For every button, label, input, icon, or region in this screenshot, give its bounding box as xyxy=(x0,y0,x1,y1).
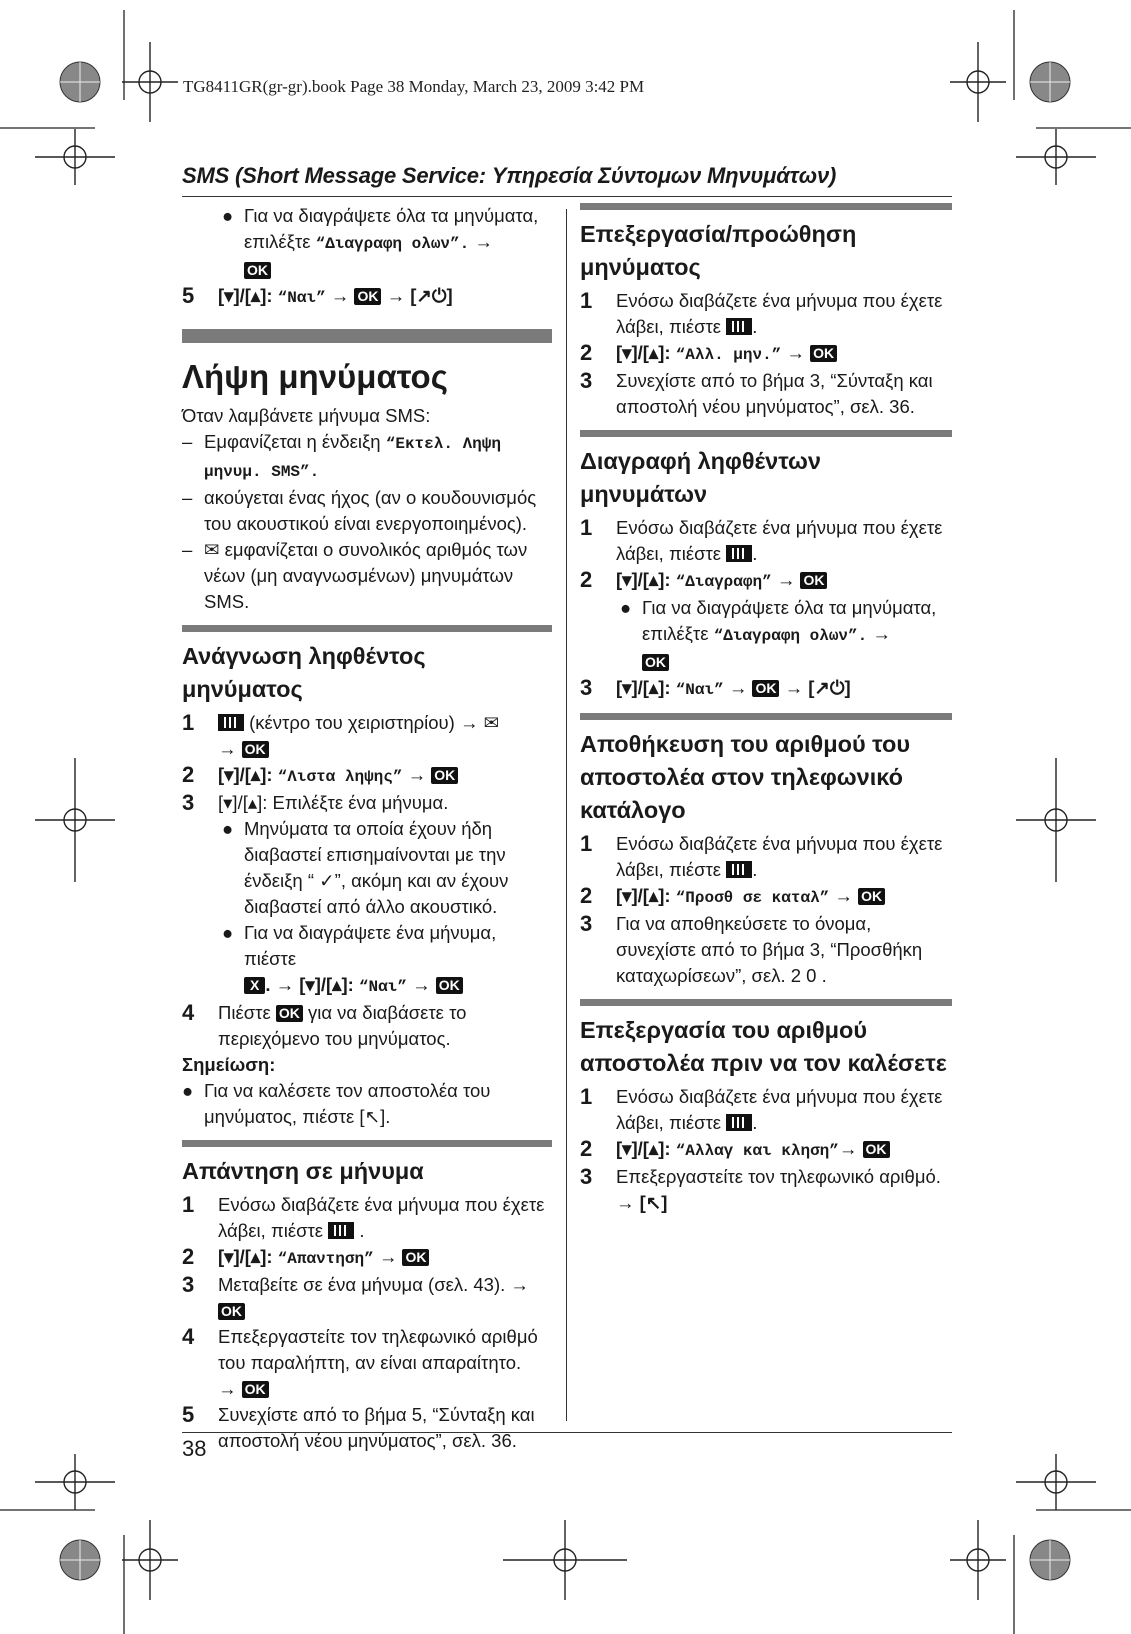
heading-delete: Διαγραφή ληφθέντων μηνυμάτων xyxy=(580,448,821,507)
bullet-item: ● Για να διαγράψετε όλα τα μηνύματα, επιλέξτε “Διαγραφη ολων”. → OK xyxy=(620,597,937,670)
bullet-item: ● Για να διαγράψετε ένα μήνυμα, πιέστε X . → [▾]/[▴]: “Ναι” → OK xyxy=(222,922,497,996)
bullet-item: ● Για να καλέσετε τον αποστολέα του μηνύματος, πιέστε [↖]. xyxy=(182,1080,491,1127)
step-item: 3 Μεταβείτε σε ένα μήνυμα (σελ. 43). → OK xyxy=(182,1272,529,1319)
section-bar xyxy=(182,329,552,343)
dash-item: – Εμφανίζεται η ένδειξη “Εκτελ. Ληψη μηνυμ. SMS”. xyxy=(182,431,501,481)
ok-key-icon: OK xyxy=(402,1249,429,1266)
receive-intro: Όταν λαμβάνετε μήνυμα SMS: xyxy=(182,405,431,426)
dash-item: – ακούγεται ένας ήχος (αν ο κουδουνισμός του ακουστικού είναι ενεργοποιημένος). xyxy=(182,487,537,534)
heading-reply: Απάντηση σε μήνυμα xyxy=(182,1158,424,1184)
ok-key-icon: OK xyxy=(436,977,463,994)
column-divider xyxy=(566,209,567,1421)
ok-key-icon: OK xyxy=(276,1005,303,1022)
title-rule xyxy=(182,196,952,197)
ok-key-icon: OK xyxy=(218,1303,245,1320)
heading-read: Ανάγνωση ληφθέντος μηνύματος xyxy=(182,643,426,702)
menu-key-icon xyxy=(218,714,244,731)
delete-key-icon: X xyxy=(244,977,265,994)
step-item: 5 [▾]/[▴]: “Ναι” → OK → [↗⏻] xyxy=(182,283,453,308)
section-bar xyxy=(580,203,952,210)
section-title: SMS (Short Message Service: Υπηρεσία Σύντομων Μηνυμάτων) xyxy=(182,163,837,188)
heading-edit-call: Επεξεργασία του αριθμού αποστολέα πριν να τον καλέσετε xyxy=(580,1017,947,1076)
step-item: 3 [▾]/[▴]: “Ναι” → OK → [↗⏻] xyxy=(580,675,851,700)
step-item: 2 [▾]/[▴]: “Αλλ. μην.” → OK xyxy=(580,340,952,368)
section-bar xyxy=(580,430,952,437)
menu-key-icon xyxy=(726,318,752,335)
ok-key-icon: OK xyxy=(752,680,779,697)
step-item: 2 [▾]/[▴]: “Προσθ σε καταλ” → OK xyxy=(580,883,952,911)
bullet-item: ● Μηνύματα τα οποία έχουν ήδη διαβαστεί επισημαίνονται με την ένδειξη “ ✓”, ακόμη και αν έχουν διαβαστεί από άλλο ακουστικό. xyxy=(222,818,509,917)
step-item: 3 Για να αποθηκεύσετε το όνομα, συνεχίστε από το βήμα 3, “Προσθήκη καταχωρίσεων”, σελ. 2 0 . xyxy=(580,911,923,986)
step-item: 1 (κέντρο του χειριστηρίου) → ✉ → OK xyxy=(182,710,500,759)
section-bar xyxy=(580,999,952,1006)
right-column xyxy=(580,203,952,1216)
footer-rule xyxy=(182,1432,952,1433)
ok-key-icon: OK xyxy=(354,288,381,305)
step-item: 1 Ενόσω διαβάζετε ένα μήνυμα που έχετε λάβει, πιέστε . xyxy=(580,515,943,564)
step-item: 2 [▾]/[▴]: “Απαντηση” → OK xyxy=(182,1244,552,1272)
step-item: 1 Ενόσω διαβάζετε ένα μήνυμα που έχετε λάβει, πιέστε . xyxy=(580,831,943,880)
ok-key-icon: OK xyxy=(244,262,271,279)
page-number: 38 xyxy=(182,1436,207,1461)
ok-key-icon: OK xyxy=(242,1381,269,1398)
step-item: 3 [▾]/[▴]: Επιλέξτε ένα μήνυμα. xyxy=(182,790,449,815)
ok-key-icon: OK xyxy=(431,767,458,784)
section-bar xyxy=(580,713,952,720)
menu-key-icon xyxy=(726,545,752,562)
dash-item: – ✉ εμφανίζεται ο συνολικός αριθμός των νέων (μη αναγνωσμένων) μηνυμάτων SMS. xyxy=(182,539,528,612)
step-item: 4 Επεξεργαστείτε τον τηλεφωνικό αριθμό του παραλήπτη, αν είναι απαραίτητο. → OK xyxy=(182,1324,538,1399)
ok-key-icon: OK xyxy=(858,888,885,905)
step-item: 1 Ενόσω διαβάζετε ένα μήνυμα που έχετε λάβει, πιέστε . xyxy=(580,1084,943,1133)
heading-receive: Λήψη μηνύματος xyxy=(182,358,448,395)
left-column xyxy=(182,203,552,1454)
ok-key-icon: OK xyxy=(800,572,827,589)
bullet-item: ● Για να διαγράψετε όλα τα μηνύματα, επιλέξτε “Διαγραφη ολων”. → OK xyxy=(222,205,539,278)
ok-key-icon: OK xyxy=(242,741,269,758)
step-item: 3 Επεξεργαστείτε τον τηλεφωνικό αριθμό. → [↖] xyxy=(580,1164,941,1213)
step-item: 3 Συνεχίστε από το βήμα 3, “Σύνταξη και αποστολή νέου μηνύματος”, σελ. 36. xyxy=(580,368,933,417)
step-item: 2 [▾]/[▴]: “Διαγραφη” → OK xyxy=(580,567,952,595)
menu-key-icon xyxy=(328,1222,354,1239)
step-item: 1 Ενόσω διαβάζετε ένα μήνυμα που έχετε λάβει, πιέστε . xyxy=(580,288,943,337)
book-header-line: TG8411GR(gr-gr).book Page 38 Monday, March 23, 2009 3:42 PM xyxy=(183,77,645,96)
section-bar xyxy=(182,1140,552,1147)
step-item: 4 Πιέστε OK για να διαβάσετε το περιεχόμενο του μηνύματος. xyxy=(182,1000,467,1049)
step-item: 2 [▾]/[▴]: “Λιστα ληψης” → OK xyxy=(182,762,552,790)
note-title: Σημείωση: xyxy=(182,1054,276,1075)
heading-save-number: Αποθήκευση του αριθμού του αποστολέα στον τηλεφωνικό κατάλογο xyxy=(580,731,911,823)
ok-key-icon: OK xyxy=(810,345,837,362)
step-item: 1 Ενόσω διαβάζετε ένα μήνυμα που έχετε λάβει, πιέστε . xyxy=(182,1192,545,1241)
step-item: 2 [▾]/[▴]: “Αλλαγ και κληση”→ OK xyxy=(580,1136,952,1164)
ok-key-icon: OK xyxy=(642,654,669,671)
heading-edit-forward: Επεξεργασία/προώθηση μηνύματος xyxy=(580,221,857,280)
menu-key-icon xyxy=(726,1114,752,1131)
step-item: 5 Συνεχίστε από το βήμα 5, “Σύνταξη και αποστολή νέου μηνύματος”, σελ. 36. xyxy=(182,1402,535,1451)
menu-key-icon xyxy=(726,861,752,878)
ok-key-icon: OK xyxy=(863,1141,890,1158)
section-bar xyxy=(182,625,552,632)
